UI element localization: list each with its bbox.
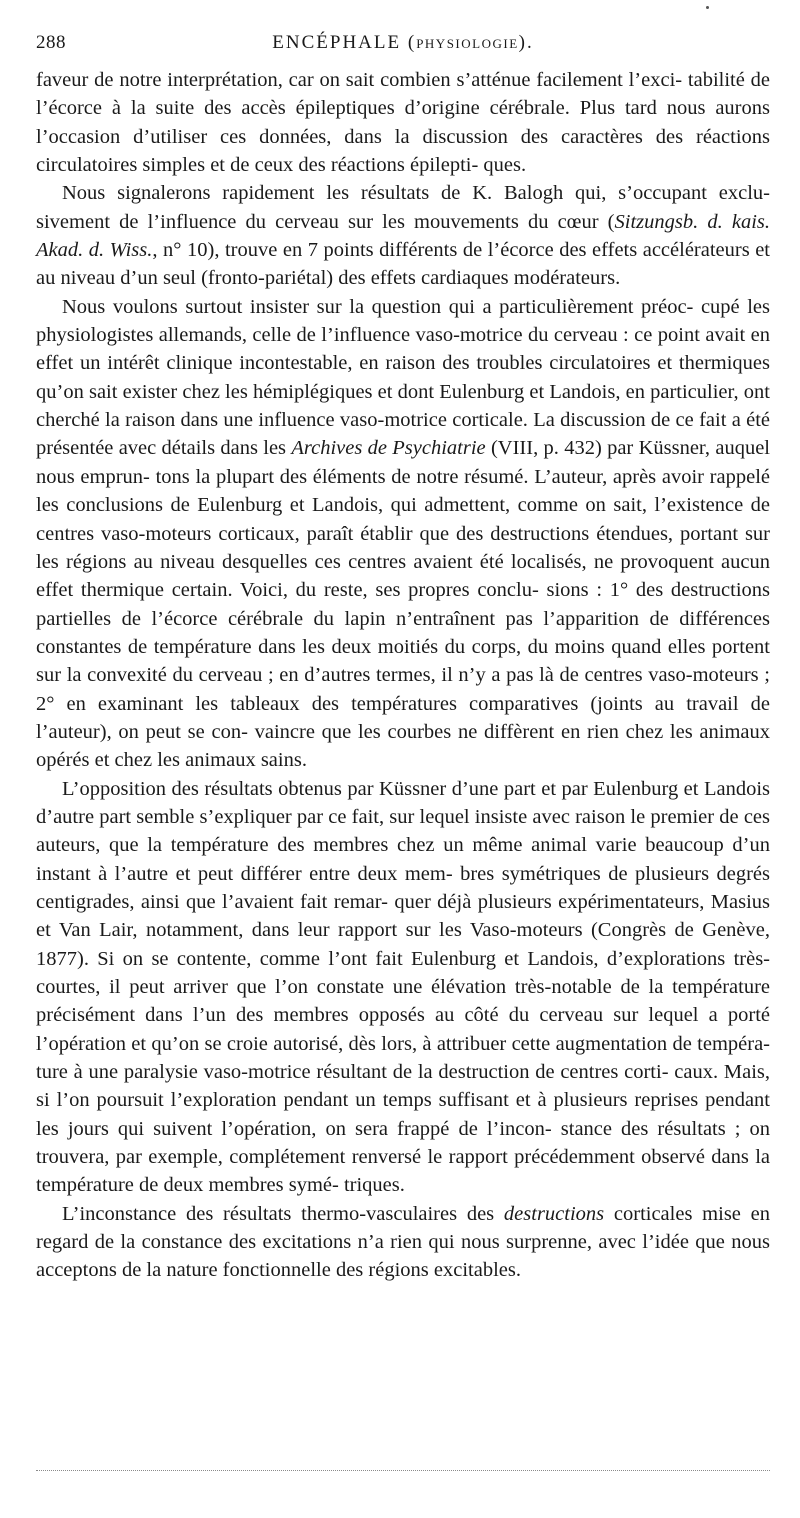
text-run: Nous signalerons rapidement les résultats de K. Balogh qui, s’occupant exclu- sivement de l’influence du cerveau sur les mouvements du cœur ( bbox=[36, 182, 770, 233]
text-run: faveur de notre interprétation, car on sait combien s’atténue facilement l’exci- tabilité de l’écorce à la suite des accès épileptiques d’origine cérébrale. Plus tard nous aurons l’occasion d’utiliser ces données, dans la discussion des caractères des réactions circulatoires simples et de ceux des réactions épilepti- ques. bbox=[36, 69, 770, 177]
paragraph bbox=[36, 1200, 770, 1285]
body-text bbox=[36, 66, 770, 1285]
running-title-close: ). bbox=[518, 32, 534, 53]
text-run: L’inconstance des résultats thermo-vasculaires des bbox=[62, 1202, 504, 1225]
text-run: Nous voulons surtout insister sur la question qui a particulièrement préoc- cupé les physiologistes allemands, celle de l’influence vaso-motrice du cerveau : ce point avait en effet un intérêt clinique incontestable, en raison des troubles circulatoires et thermiques qu’on sait exister chez les hémiplégiques et dont Eulenburg et Landois, en particulier, ont cherché la raison dans une influence vaso-motrice corticale. La discussion de ce fait a été présentée avec détails dans les bbox=[36, 295, 770, 460]
page-content bbox=[36, 30, 770, 1285]
running-title bbox=[36, 32, 770, 54]
italic-citation: Archives de Psychiatrie bbox=[291, 437, 486, 460]
text-run: , n° 10), trouve en 7 points différents de l’écorce des effets accélérateurs et au niveau d’un seul (fronto-pariétal) des effets cardiaques modérateurs. bbox=[36, 239, 771, 290]
running-title-main: ENCÉPHALE ( bbox=[272, 32, 417, 53]
paragraph bbox=[36, 179, 770, 292]
paragraph bbox=[36, 775, 770, 1200]
running-title-subtitle: PHYSIOLOGIE bbox=[416, 36, 519, 51]
footer-rule bbox=[36, 1470, 770, 1471]
print-speck bbox=[706, 6, 709, 9]
page-number: 288 bbox=[36, 32, 66, 53]
running-header bbox=[36, 30, 770, 66]
italic-citation: Sitzungsb. d. kais. Akad. d. Wiss. bbox=[36, 210, 771, 262]
paragraph bbox=[36, 293, 770, 775]
text-run: (VIII, p. 432) par Küssner, auquel nous emprun- tons la plupart des éléments de notre résumé. L’auteur, après avoir rappelé les conclusions de Eulenburg et Landois, qui admettent, comme on sait, l’existence de centres vaso-moteurs corticaux, paraît établir que des destructions étendues, portant sur les régions au niveau desquelles ces centres avaient été localisés, ne provoquent aucun effet thermique certain. Voici, du reste, ses propres conclu- sions : 1° des destructions partielles de l’écorce cérébrale du lapin n’entraînent pas l’apparition de différences constantes de température dans les deux moitiés du corps, du moins quand elles portent sur la convexité du cerveau ; en d’autres termes, il n’y a pas là de centres vaso-moteurs ; 2° en examinant les tableaux des températures comparatives (joints au travail de l’auteur), on peut se con- vaincre que les courbes ne diffèrent en rien chez les animaux opérés et chez les animaux sains. bbox=[36, 437, 771, 772]
italic-citation: destructions bbox=[503, 1202, 605, 1225]
paragraph bbox=[36, 66, 770, 179]
text-run: corticales mise en regard de la constance des excitations n’a rien qui nous surprenne, avec l’idée que nous acceptons de la nature fonctionnelle des régions excitables. bbox=[36, 1202, 770, 1282]
text-run: L’opposition des résultats obtenus par Küssner d’une part et par Eulenburg et Landois d’autre part semble s’expliquer par ce fait, sur lequel insiste avec raison le premier de ces auteurs, que la température des membres chez un même animal varie beaucoup d’un instant à l’autre et peut différer entre deux mem- bres symétriques de plusieurs degrés centigrades, ainsi que l’avaient fait remar- quer déjà plusieurs expérimentateurs, Masius et Van Lair, notamment, dans leur rapport sur les Vaso-moteurs (Congrès de Genève, 1877). Si on se contente, comme l’ont fait Eulenburg et Landois, d’explorations très-courtes, il peut arriver que l’on constate une élévation très-notable de la température précisément dans l’un des membres opposés au côté du cerveau sur lequel a porté l’opération et qu’on se croie autorisé, dès lors, à attribuer cette augmentation de tempéra- ture à une paralysie vaso-motrice résultant de la destruction de centres corti- caux. Mais, si l’on poursuit l’exploration pendant un temps suffisant et à plusieurs reprises pendant les jours qui suivent l’opération, on sera frappé de l’incon- stance des résultats ; on trouvera, par exemple, complétement renversé le rapport précédemment observé dans la température de deux membres symé- triques. bbox=[36, 777, 770, 1197]
